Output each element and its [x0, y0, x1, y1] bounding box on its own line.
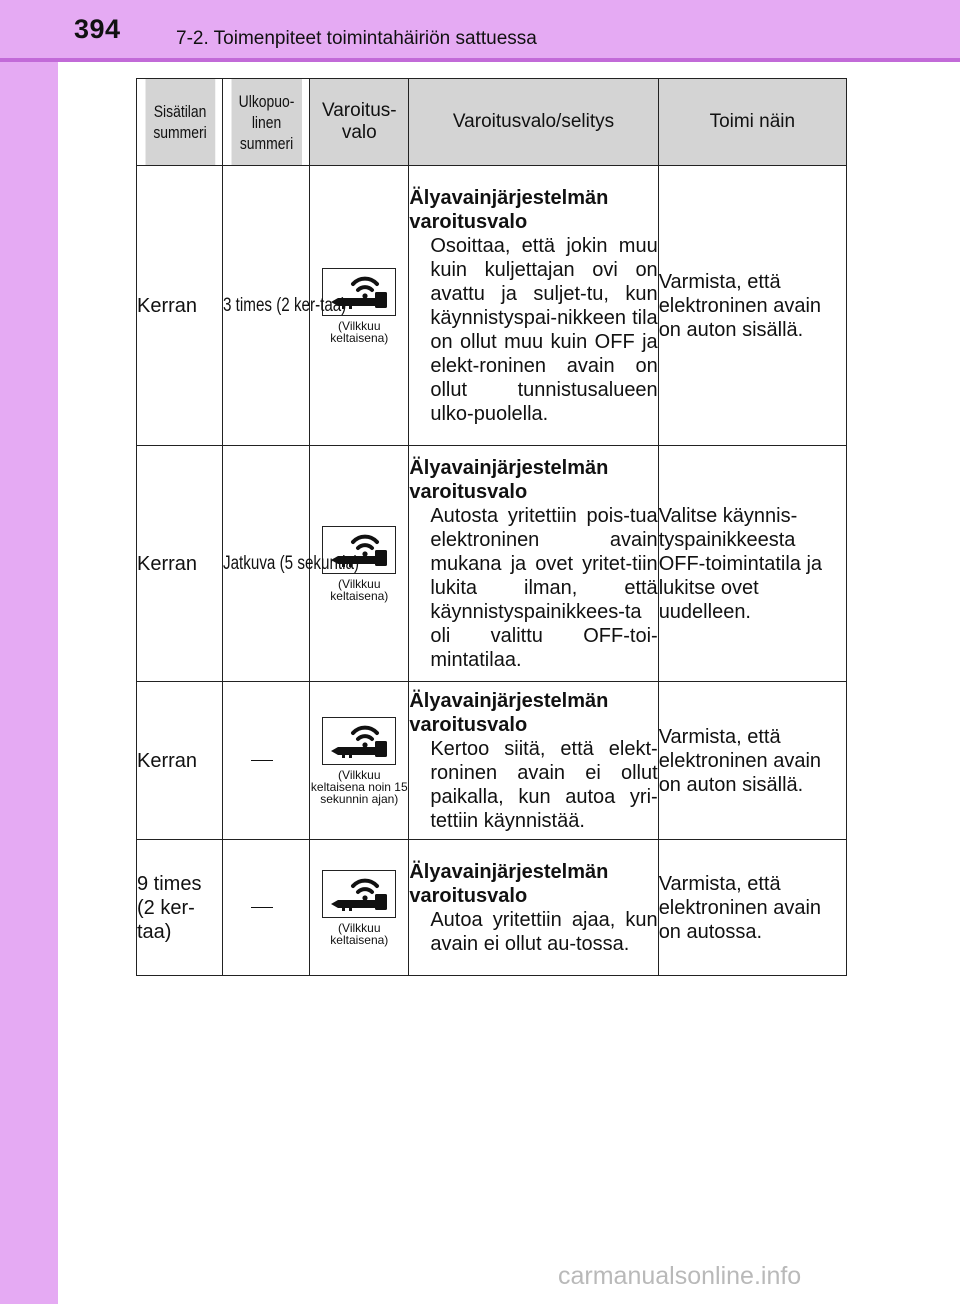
exterior-buzzer-cell — [223, 682, 310, 840]
exterior-buzzer-cell — [223, 840, 310, 976]
warning-description: Autosta yritettiin pois-tua elektroninen avain mukana ja ovet yritet-tiin lukita ilman, että käynnistyspainikkees-ta oli valittu OFF-toi-mintatilaa. — [430, 504, 658, 671]
exterior-buzzer-cell — [223, 166, 347, 446]
header-action: Toimi näin — [658, 79, 846, 166]
warning-light-note: (Vilkkuu keltaisena) — [330, 576, 389, 603]
warning-light-cell — [310, 682, 409, 840]
action-cell: Varmista, että elektroninen avain on autossa. — [658, 840, 846, 976]
exterior-buzzer-text: Jatkuva (5 sekuntia) — [223, 552, 360, 574]
warning-title: Älyavainjärjestelmän varoitusvalo — [409, 689, 609, 736]
table-header-row — [137, 79, 847, 166]
interior-buzzer-cell: 9 times (2 ker-taa) — [137, 840, 223, 976]
table-row — [137, 166, 847, 446]
warning-title: Älyavainjärjestelmän varoitusvalo — [409, 860, 609, 907]
section-title: 7-2. Toimenpiteet toimintahäiriön sattuessa — [176, 28, 537, 49]
warning-light-note: (Vilkkuu keltaisena) — [330, 318, 389, 345]
warning-light-note: (Vilkkuu keltaisena) — [330, 920, 389, 947]
warning-description: Autoa yritettiin ajaa, kun avain ei ollut au-tossa. — [430, 908, 658, 955]
interior-buzzer-cell: Kerran — [137, 166, 223, 446]
action-cell: Varmista, että elektroninen avain on auton sisällä. — [658, 682, 846, 840]
warning-title: Älyavainjärjestelmän varoitusvalo — [409, 456, 609, 503]
table-row — [137, 840, 847, 976]
warning-title: Älyavainjärjestelmän varoitusvalo — [409, 186, 609, 233]
action-cell: Valitse käynnis-tyspainikkeesta OFF-toimintatila ja lukitse ovet uudelleen. — [658, 446, 846, 682]
warning-light-cell — [310, 840, 409, 976]
smart-key-warning-icon — [322, 870, 396, 918]
header-interior-buzzer: Sisätilan summeri — [144, 79, 215, 166]
warning-table — [136, 78, 847, 976]
header-explanation: Varoitusvalo/selitys — [409, 79, 658, 166]
header-exterior-buzzer: Ulkopuo-linen summeri — [230, 79, 301, 166]
header-warning-light: Varoitus-valo — [310, 79, 409, 166]
explanation-cell — [409, 446, 658, 682]
exterior-buzzer-text: 3 times (2 ker-taa) — [223, 294, 347, 316]
side-color-strip — [0, 0, 58, 1304]
smart-key-warning-icon — [322, 717, 396, 765]
page-number: 394 — [74, 14, 121, 44]
watermark: carmanualsonline.info — [558, 1262, 802, 1290]
interior-buzzer-cell: Kerran — [137, 682, 223, 840]
interior-buzzer-cell: Kerran — [137, 446, 223, 682]
action-cell: Varmista, että elektroninen avain on auton sisällä. — [658, 166, 846, 446]
explanation-cell — [409, 682, 658, 840]
table-row — [137, 446, 847, 682]
explanation-cell — [409, 840, 658, 976]
header-rule — [0, 58, 960, 62]
warning-description: Osoittaa, että jokin muu kuin kuljettajan ovi on avattu ja suljet-tu, kun käynnistyspai-nikkeen tila on ollut muu kuin OFF ja elekt-roninen avain on ollut tunnistusalueen ulko-puolella. — [430, 234, 658, 425]
warning-description: Kertoo siitä, että elekt-roninen avain ei ollut paikalla, kun autoa yri-tettiin käynnistää. — [430, 737, 658, 832]
no-value-dash — [251, 760, 273, 761]
no-value-dash — [251, 907, 273, 908]
warning-light-note: (Vilkkuu keltaisena noin 15 sekunnin ajan) — [310, 767, 408, 806]
table-row — [137, 682, 847, 840]
explanation-cell — [409, 166, 658, 446]
